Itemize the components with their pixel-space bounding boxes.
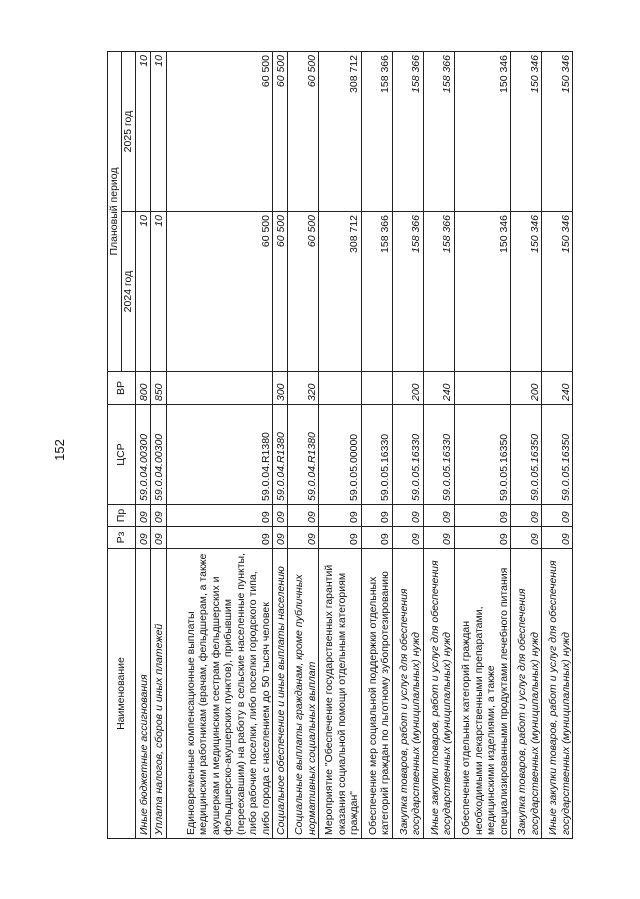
table-row [151, 52, 166, 839]
row-csr-cell: 59.0.04.R1380 [166, 405, 272, 505]
header-pr: Пр [108, 505, 136, 527]
row-rz-cell: 09 [288, 527, 319, 549]
row-rz-cell: 09 [423, 527, 454, 549]
row-csr-cell: 59.0.04.00300 [136, 405, 151, 505]
row-rz-cell: 09 [511, 527, 542, 549]
row-2024-cell: 10 [136, 212, 151, 372]
table-row [392, 52, 423, 839]
row-2025-cell: 60 500 [288, 52, 319, 212]
row-rz-cell: 09 [454, 527, 510, 549]
table-row [542, 52, 573, 839]
row-rz-cell: 09 [392, 527, 423, 549]
row-vr-cell: 850 [151, 372, 166, 405]
row-name-cell: Иные бюджетные ассигнования [136, 549, 151, 839]
row-csr-cell: 59.0.05.16330 [423, 405, 454, 505]
row-vr-cell [361, 372, 392, 405]
row-pr-cell: 09 [319, 505, 362, 527]
row-pr-cell: 09 [273, 505, 288, 527]
row-csr-cell: 59.0.05.16350 [542, 405, 573, 505]
row-name-cell: Мероприятие "Обеспечение государственных гарантий оказания социальной помощи отдельным категориям граждан" [319, 549, 362, 839]
row-name-cell: Закупка товаров, работ и услуг для обеспечения государственных (муниципальных) нужд [392, 549, 423, 839]
row-pr-cell: 09 [542, 505, 573, 527]
row-2025-cell: 10 [151, 52, 166, 212]
row-name-cell: Обеспечение отдельных категорий граждан необходимыми лекарственными препаратами, медицинскими изделиями, а также специализированными продуктами лечебного питания [454, 549, 510, 839]
row-name-cell: Обеспечение мер социальной поддержки отдельных категорий граждан по льготному зубопротезированию [361, 549, 392, 839]
header-csr: ЦСР [108, 405, 136, 505]
row-pr-cell: 09 [511, 505, 542, 527]
row-name-cell: Социальные выплаты гражданам, кроме публичных нормативных социальных выплат [288, 549, 319, 839]
row-vr-cell: 240 [423, 372, 454, 405]
table-row [273, 52, 288, 839]
row-pr-cell: 09 [136, 505, 151, 527]
row-csr-cell: 59.0.04.R1380 [273, 405, 288, 505]
header-vr: ВР [108, 372, 136, 405]
row-csr-cell: 59.0.04.00300 [151, 405, 166, 505]
row-pr-cell: 09 [392, 505, 423, 527]
table-row [288, 52, 319, 839]
row-vr-cell: 200 [392, 372, 423, 405]
row-name-cell: Закупка товаров, работ и услуг для обеспечения государственных (муниципальных) нужд [511, 549, 542, 839]
table-row [454, 52, 510, 839]
row-2024-cell: 150 346 [454, 212, 510, 372]
row-vr-cell: 800 [136, 372, 151, 405]
row-vr-cell: 200 [511, 372, 542, 405]
row-vr-cell [166, 372, 272, 405]
row-2025-cell: 150 346 [454, 52, 510, 212]
row-csr-cell: 59.0.05.16350 [511, 405, 542, 505]
header-year-2025: 2025 год [122, 52, 136, 212]
row-csr-cell: 59.0.04.R1380 [288, 405, 319, 505]
table-row [166, 52, 272, 839]
row-2024-cell: 10 [151, 212, 166, 372]
budget-table-rotated [107, 52, 573, 839]
row-rz-cell: 09 [136, 527, 151, 549]
row-vr-cell: 300 [273, 372, 288, 405]
row-csr-cell: 59.0.05.16330 [392, 405, 423, 505]
row-rz-cell: 09 [542, 527, 573, 549]
row-csr-cell: 59.0.05.16330 [361, 405, 392, 505]
row-2025-cell: 158 366 [423, 52, 454, 212]
row-2025-cell: 150 346 [511, 52, 542, 212]
header-year-2024: 2024 год [122, 212, 136, 372]
header-name: Наименование [108, 549, 136, 839]
row-name-cell: Иные закупки товаров, работ и услуг для обеспечения государственных (муниципальных) нужд [542, 549, 573, 839]
row-name-cell: Уплата налогов, сборов и иных платежей [151, 549, 166, 839]
row-vr-cell: 240 [542, 372, 573, 405]
row-rz-cell: 09 [361, 527, 392, 549]
row-rz-cell: 09 [166, 527, 272, 549]
header-plan-period: Плановый период [108, 52, 122, 372]
row-rz-cell: 09 [273, 527, 288, 549]
header-rz: Рз [108, 527, 136, 549]
table-row [423, 52, 454, 839]
row-2025-cell: 150 346 [542, 52, 573, 212]
row-name-cell: Иные закупки товаров, работ и услуг для обеспечения государственных (муниципальных) нужд [423, 549, 454, 839]
row-pr-cell: 09 [288, 505, 319, 527]
row-2025-cell: 60 500 [273, 52, 288, 212]
row-name-cell: Единовременные компенсационные выплаты медицинским работникам (врачам, фельдшерам, а также акушеркам и медицинским сестрам фельдшерских и фельдшерско-акушерских пунктов), прибывшим (переехавшим) на работу в сельские населенные пункты, либо рабочие поселки, либо поселки городского типа, либо города с населением до 50 тысяч человек [166, 549, 272, 839]
row-2025-cell: 60 500 [166, 52, 272, 212]
page-number: 152 [52, 439, 67, 461]
row-rz-cell: 09 [319, 527, 362, 549]
row-vr-cell: 320 [288, 372, 319, 405]
row-vr-cell [319, 372, 362, 405]
row-2024-cell: 60 500 [166, 212, 272, 372]
row-csr-cell: 59.0.05.00000 [319, 405, 362, 505]
budget-table [107, 51, 573, 839]
table-row [511, 52, 542, 839]
row-2024-cell: 60 500 [273, 212, 288, 372]
row-2024-cell: 308 712 [319, 212, 362, 372]
row-2025-cell: 158 366 [361, 52, 392, 212]
row-pr-cell: 09 [423, 505, 454, 527]
row-2024-cell: 150 346 [511, 212, 542, 372]
row-2025-cell: 158 366 [392, 52, 423, 212]
table-row [361, 52, 392, 839]
row-pr-cell: 09 [454, 505, 510, 527]
row-2024-cell: 60 500 [288, 212, 319, 372]
row-2025-cell: 10 [136, 52, 151, 212]
row-2024-cell: 158 366 [423, 212, 454, 372]
row-csr-cell: 59.0.05.16350 [454, 405, 510, 505]
row-2024-cell: 150 346 [542, 212, 573, 372]
row-2024-cell: 158 366 [392, 212, 423, 372]
row-2024-cell: 158 366 [361, 212, 392, 372]
row-name-cell: Социальное обеспечение и иные выплаты населению [273, 549, 288, 839]
table-row [136, 52, 151, 839]
row-pr-cell: 09 [166, 505, 272, 527]
row-pr-cell: 09 [151, 505, 166, 527]
row-rz-cell: 09 [151, 527, 166, 549]
row-vr-cell [454, 372, 510, 405]
table-row [319, 52, 362, 839]
row-pr-cell: 09 [361, 505, 392, 527]
row-2025-cell: 308 712 [319, 52, 362, 212]
